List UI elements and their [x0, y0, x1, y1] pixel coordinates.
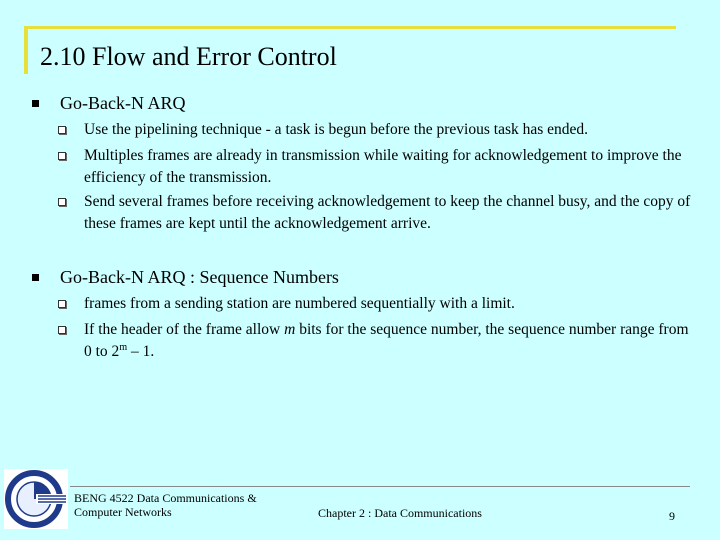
university-logo-icon [4, 469, 68, 529]
list-item: Multiples frames are already in transmission while waiting for acknowledgement to improve the efficiency of the transmission. [84, 147, 682, 186]
section-heading: Go-Back-N ARQ : Sequence Numbers [60, 267, 339, 287]
list-item-text: If the header of the frame allow [84, 321, 281, 338]
footer-divider [70, 486, 690, 487]
footer-course-line1: BENG 4522 Data Communications & [74, 491, 257, 505]
sub-bullet-icon [58, 152, 66, 160]
footer-course-line2: Computer Networks [74, 505, 172, 519]
list-item [84, 319, 694, 363]
list-item-text: – 1. [127, 343, 155, 360]
sub-bullet-icon [58, 326, 66, 334]
section-heading: Go-Back-N ARQ [60, 93, 186, 113]
footer-chapter: Chapter 2 : Data Communications [318, 506, 482, 520]
title-frame-left [24, 26, 28, 74]
footer-course [74, 491, 257, 519]
bullet-square-icon [32, 274, 39, 281]
title-frame-top [24, 26, 676, 29]
slide-title: 2.10 Flow and Error Control [40, 42, 337, 71]
list-item: Send several frames before receiving acknowledgement to keep the channel busy, and the copy of these frames are kept until the acknowledgement arrive. [84, 193, 691, 232]
superscript-m: m [119, 342, 128, 353]
list-item: frames from a sending station are numbered sequentially with a limit. [84, 295, 515, 312]
sub-bullet-icon [58, 126, 66, 134]
list-item-text: bits for the sequence number, the sequence number range from 0 to 2 [84, 321, 689, 360]
bullet-square-icon [32, 100, 39, 107]
sub-bullet-icon [58, 300, 66, 308]
sub-bullet-icon [58, 198, 66, 206]
list-item: Use the pipelining technique - a task is begun before the previous task has ended. [84, 121, 589, 138]
page-number: 9 [669, 509, 675, 523]
variable-m: m [284, 321, 296, 338]
